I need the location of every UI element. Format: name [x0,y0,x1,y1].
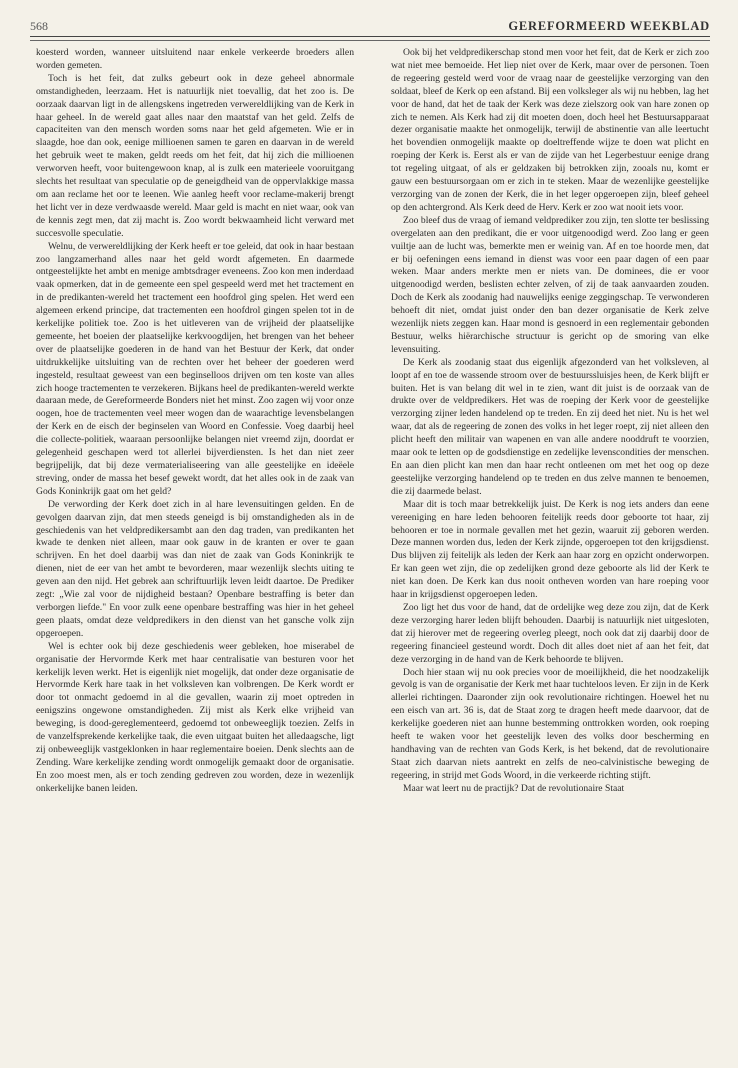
page-header [30,12,710,34]
paragraph: Zoo bleef dus de vraag of iemand veldprediker zou zijn, ten slotte ter beslissing overgelaten aan den predikant, die er voor uitgenoodigd werd. Zoo lang er geen vuiltje aan de lucht was, bemerkte men er weinig van. Af en toe hoorde men, dat er bij oefeningen eens iemand in dienst was voor een paar dagen of een paar weken. Maar anders merkte men er niets van. De dominees, die er voor uitgenoodigd werden, beslisten echter zelven, of zij de taak aanvaarden zouden. Doch de Kerk als zoodanig had nauwelijks eenige zeggingschap. Te verwonderen behoeft dit niet, omdat juist onder den ban dezer organisatie de Kerk zelve wezenlijk niets zeggen kan. Haar mond is gesnoerd in een reglementair gebonden Bestuur, welks hiërarchische structuur is gericht op de smoring van elke levensuiting. [391,214,709,355]
paragraph: Doch hier staan wij nu ook precies voor de moeilijkheid, die het noodzakelijk gevolg is van de organisatie der Kerk met haar tuchteloos leven. Er zijn in de Kerk allerlei richtingen. Daaronder zijn ook revolutionaire richtingen. Hoewel het nu een eisch van art. 36 is, dat de Staat zorg te dragen heeft mede daarvoor, dat de kerkelijke goederen niet aan hunne bestemming onttrokken worden, ook roeping heeft te waken voor het geestelijk leven des volks door bescherming en handhaving van de rechten van Gods Kerk, is het bekend, dat de revolutionaire Staat zich daarvan niets aantrekt en zelfs de neo-calvinistische beweging de regeering, in strijd met Gods Woord, in die verkeerde richting stijft. [391,666,709,781]
paragraph: De Kerk als zoodanig staat dus eigenlijk afgezonderd van het volksleven, al loopt af en toe de wassende stroom over de bestuurssluisjes heen, de Kerk blijft er buiten. Het is van belang dit wel in te zien, want dit juist is de oorzaak van de drukte over de veldpredikers. Het was de roeping der Kerk voor de geestelijke verzorging zijner leden handelend op te treden. En zij deed het niet. Nu is het wel waar, dat als de regeering de zonen des volks in het leger roept, zij niet alleen den plicht heeft den militair van wapenen en van alle andere nooddruft te voorzien, maar ook te letten op de godsdienstige en zedelijke levenscondities der menschen. En aan dien plicht kan men dan haar recht ontleenen om met het oog op deze geestelijke verzorging handelend op te treden en dus zelve mannen te benoemen, die zij daarmede belast. [391,356,709,497]
header-rule-thin [30,40,710,41]
paragraph: Zoo ligt het dus voor de hand, dat de ordelijke weg deze zou zijn, dat de Kerk deze verzorging harer leden blijft behouden. Daarbij is natuurlijk niet uitgesloten, dat zij hierover met de regeering overleg pleegt, noch ook dat zij daarbij door de regeering financieel gesteund wordt. Doch dit alles doet niet af aan het feit, dat deze verzorging in de hand van de Kerk behoorde te blijven. [391,601,709,665]
paragraph: De verwording der Kerk doet zich in al hare levensuitingen gelden. En de gevolgen daarvan zijn, dat men steeds geneigd is bij omstandigheden als in de geschiedenis van het veldpredikersambt aan den dag traden, van predikanten het kwade te denken niet alleen, maar ook gauw in de kranten er over te gaan schrijven. En het doel daarbij was dan niet de zaak van Gods Koninkrijk te dienen, niet de eer van het ambt te bevorderen, maar wezenlijk slechts uiting te geven aan den nijd. Het gebrek aan schriftuurlijk leven leidt daartoe. De Prediker zegt: „Wie zal voor de nijdigheid bestaan? Openbare bestraffing is beter dan verborgen liefde." En voor zulk eene openbare bestraffing was hier in het geheel geen plaats, omdat deze veldpredikers in den dienst van het gansche volk zijn opgeroepen. [36,498,354,639]
paragraph: koesterd worden, wanneer uitsluitend naar enkele verkeerde broeders allen worden gemeten. [36,47,354,71]
paragraph: Welnu, de verwereldlijking der Kerk heeft er toe geleid, dat ook in haar bestaan zoo langzamerhand alles naar het geld wordt afgemeten. En daarmede ontgeestelijkte het ambt en menige ambtsdrager eveneens. Zoo kon men inderdaad vaak opmerken, dat in de gemeente een spel gespeeld werd met het tractement en in de predikanten-wereld het tractement een hoofdrol ging spelen. Het werd een algemeen erkend principe, dat tractementen een hoofdrol gingen spelen tot in de kerkelijke politiek toe. Zoo is het uitleveren van de vrijheid der plaatselijke gemeente, het boeien der plaatselijke kerkvoogdijen, het brengen van het beheer over de plaatselijke goederen in de hand van het Bestuur der Kerk, dat onder uitdrukkelijke uitsluiting van de rechten over het beheer der goederen werd ingesteld, resultaat geweest van een beginselloos drijven om ten koste van alles zich hooge tractementen te verzekeren. Bijkans heel de predikanten-wereld werkte daaraan mede, de Gereformeerde Bonders niet het minst. Zoo zagen wij voor onze oogen, hoe de tractementen veel meer wogen dan de waarachtige levensbelangen der Kerk en de eisch der beginselen van Woord en Confessie. Voeg daarbij heel die collecte-politiek, waaraan persoonlijke belangen niet vreemd zijn, doordat er gelegenheid geschapen werd tot allerlei bijverdiensten. Is het dan niet zeer begrijpelijk, dat bij deze vermaterialiseering van alle geestelijke en ideëele streving, onder de massa het besef gewekt wordt, dat het alles ook in de zaak van Gods Koninkrijk gaat om het geld? [36,240,354,497]
paragraph: Wel is echter ook bij deze geschiedenis weer gebleken, hoe miserabel de organisatie der Hervormde Kerk met haar centralisatie van besturen voor het kerkelijk leven werkt. Het is eigenlijk niet mogelijk, dat onder deze organisatie de Hervormde Kerk hare taak in het volksleven kan volbrengen. De Kerk wordt er door tot onmacht gedoemd in al die gevallen, waarin zij moet optreden in eenigszins ongewone omstandigheden. Zij mist als Kerk elke vrijheid van beweging, is dood-gereglementeerd, gedoemd tot onbeweeglijk toezien. Zelfs in de vanzelfsprekende kerkelijke taak, die even uitgaat buiten het alledaagsche, ligt zij onbeweeglijk vastgeklonken in haar reglementaire boeien. Denk slechts aan de Zending. Ware kerkelijke zending wordt onmogelijk gemaakt door de organisatie. En zoo moest men, als er toch zending gedreven zou worden, deze in wezenlijk onkerkelijke banen leiden. [36,640,354,794]
page-number: 568 [30,19,48,33]
paragraph: Ook bij het veldpredikerschap stond men voor het feit, dat de Kerk er zich zoo wat niet mee bemoeide. Het liep niet over de Kerk, maar over de personen. Toen de regeering gesteld werd voor de vraag naar de geestelijke verzorging van den soldaat, bleef de Kerk op een afstand. Bij een volksleger als wij nu hebben, lag het voor de hand, dat het de taak der Kerk was deze zielszorg ook van hare zonen op zich te nemen. Als Kerk had zij dit moeten doen, doch heel het Bestuursapparaat dezer organisatie maakte het onmogelijk, terwijl de abstinentie van alle leertucht het bovendien onmogelijk maakte op doeltreffende wijze te doen wat plicht en roeping der Kerk is. Eerst als er van de zijde van het Legerbestuur eenige drang tot regeling uitgaat, of als er geldzaken bij betrokken zijn, zooals nu, komt er gauw een bestuursorgaan om er zich in te steken. Maar de wezenlijke geestelijke verzorging van de zonen der Kerk, die in het leger opgeroepen zijn, bleef geheel op den achtergrond. Als Kerk deed de Herv. Kerk er zoo wat nooit iets voor. [391,47,709,213]
paragraph: Toch is het feit, dat zulks gebeurt ook in deze geheel abnormale omstandigheden, leerzaam. Het is natuurlijk niet toevallig, dat het zoo is. De oorzaak daarvan ligt in de allengskens ingetreden verwereldlijking van de Kerk in haar geheel. In de wereld gaat alles naar den maatstaf van het geld. Zelfs de capaciteiten van den mensch worden soms naar het geld afgemeten. Wie er in slaagde, hoe dan ook, eenige millioenen samen te garen en daarvan in de wereld het gebruik weet te maken, geldt reeds om het feit, dat hij zich die millioenen verworven heeft, voor buitengewoon knap, al is zulk een materieele vooruitgang slechts het resultaat van speculatie op de geneigdheid van de oppervlakkige massa om aan reclame het oor te leenen. Wie aanleg heeft voor reclame-makerij brengt het licht ver in deze verdwaasde wereld. Maar geld is macht en niet waar, ook van de kennis zegt men, dat zij macht is. Zoo wordt bekwaamheid licht verward met succesvolle speculatie. [36,72,354,239]
journal-title: GEREFORMEERD WEEKBLAD [508,19,710,33]
right-column [391,47,709,1047]
paragraph: Maar dit is toch maar betrekkelijk juist. De Kerk is nog iets anders dan eene vereeniging en hare leden behooren feitelijk reeds door geboorte tot haar, zij behooren er toe in normale gevallen met het gezin, waaruit zij geboren werden. Deze mannen worden dus, leden der Kerk zijnde, opgeroepen tot den krijgsdienst. Dus blijven zij feitelijk als leden der Kerk aan haar zorg en opzicht onderworpen. Er kan geen wet zijn, die op zedelijken grond deze geboorte als lid der Kerk te niet kan doen. De Kerk kan dus nooit ontheven worden van hare roeping voor haar in krijgsdienst opgeroepen leden. [391,498,709,601]
header-rule-thick [30,36,710,37]
paragraph: Maar wat leert nu de practijk? Dat de revolutionaire Staat [403,782,625,794]
left-column [36,47,354,1047]
